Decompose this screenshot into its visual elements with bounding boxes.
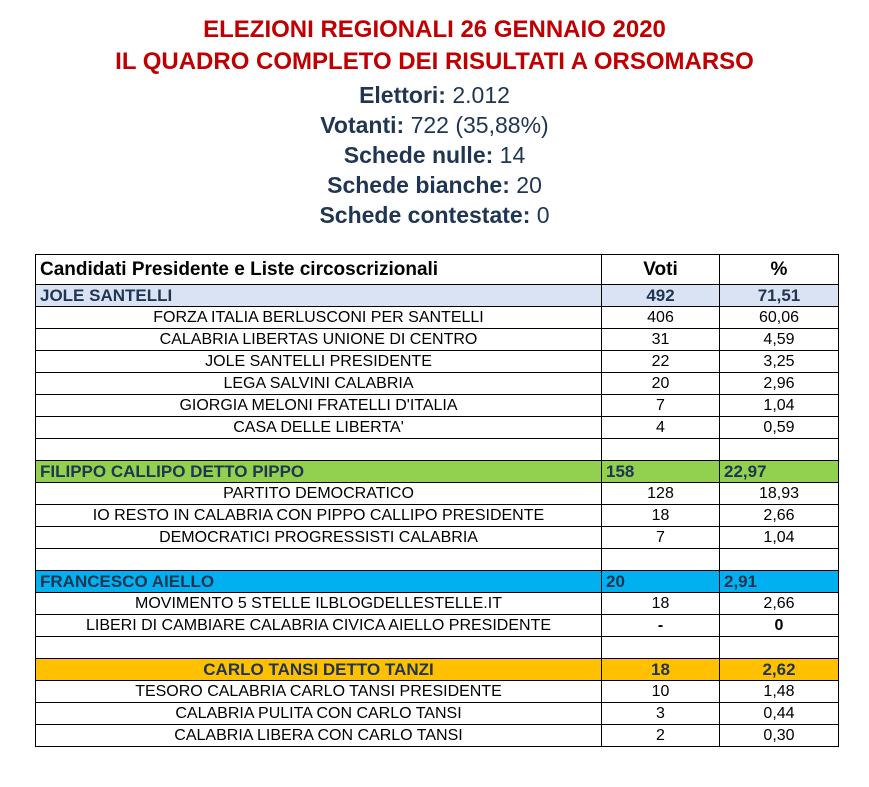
list-name: TESORO CALABRIA CARLO TANSI PRESIDENTE [36,681,602,703]
column-header-voti: Voti [602,255,720,285]
stat-label: Schede contestate: [319,202,531,228]
list-voti: 22 [602,351,720,373]
results-table [35,254,839,747]
list-voti: 18 [602,593,720,615]
stat-schede-bianche [0,170,869,200]
stat-value: 14 [499,142,526,168]
stat-schede-contestate [0,200,869,230]
list-row [36,703,839,725]
list-pct: 0,30 [720,725,839,747]
list-name: FORZA ITALIA BERLUSCONI PER SANTELLI [36,307,602,329]
list-pct: 18,93 [720,483,839,505]
list-voti: 3 [602,703,720,725]
list-row [36,505,839,527]
stat-votanti [0,110,869,140]
candidate-name: FILIPPO CALLIPO DETTO PIPPO [36,461,602,483]
list-name: CALABRIA LIBERA CON CARLO TANSI [36,725,602,747]
stat-value: 0 [536,202,550,228]
list-pct: 3,25 [720,351,839,373]
stat-value: 2.012 [452,82,510,108]
empty-cell [602,439,720,461]
list-voti: 7 [602,527,720,549]
stat-schede-nulle [0,140,869,170]
page-title: ELEZIONI REGIONALI 26 GENNAIO 2020 [203,16,666,43]
list-name: CASA DELLE LIBERTA' [36,417,602,439]
candidate-name: FRANCESCO AIELLO [36,571,602,593]
list-row [36,527,839,549]
candidate-pct: 22,97 [720,461,839,483]
column-header-pct: % [720,255,839,285]
page-subtitle: IL QUADRO COMPLETO DEI RISULTATI A ORSOMARSO [115,48,754,75]
list-name: CALABRIA LIBERTAS UNIONE DI CENTRO [36,329,602,351]
empty-cell [36,439,602,461]
empty-cell [720,549,839,571]
candidate-row-tansi [36,659,839,681]
candidate-row-santelli [36,285,839,307]
candidate-name: CARLO TANSI DETTO TANZI [36,659,602,681]
list-name: JOLE SANTELLI PRESIDENTE [36,351,602,373]
list-voti: 10 [602,681,720,703]
list-row [36,681,839,703]
table-header-row [36,255,839,285]
candidate-pct: 71,51 [720,285,839,307]
list-pct: 1,04 [720,527,839,549]
list-name: PARTITO DEMOCRATICO [36,483,602,505]
list-row [36,483,839,505]
list-pct: 2,66 [720,505,839,527]
candidate-voti: 20 [602,571,720,593]
list-voti: 20 [602,373,720,395]
list-name: DEMOCRATICI PROGRESSISTI CALABRIA [36,527,602,549]
list-name: CALABRIA PULITA CON CARLO TANSI [36,703,602,725]
list-row [36,351,839,373]
stat-label: Schede bianche: [327,172,510,198]
candidate-voti: 492 [602,285,720,307]
stat-value: 20 [516,172,542,198]
list-voti: 128 [602,483,720,505]
stat-label: Schede nulle: [343,142,494,168]
candidate-row-callipo [36,461,839,483]
list-row [36,417,839,439]
list-pct: 0,44 [720,703,839,725]
empty-cell [36,549,602,571]
stat-label: Elettori: [359,82,446,108]
list-name: GIORGIA MELONI FRATELLI D'ITALIA [36,395,602,417]
empty-cell [602,637,720,659]
list-row [36,395,839,417]
stat-elettori [0,80,869,110]
list-pct: 2,66 [720,593,839,615]
empty-cell [720,439,839,461]
list-pct: 1,04 [720,395,839,417]
list-pct: 4,59 [720,329,839,351]
empty-cell [720,637,839,659]
candidate-pct: 2,62 [720,659,839,681]
list-row [36,615,839,637]
list-voti: 4 [602,417,720,439]
list-voti: - [602,615,720,637]
spacer-row [36,439,839,461]
list-voti: 18 [602,505,720,527]
candidate-voti: 18 [602,659,720,681]
list-voti: 7 [602,395,720,417]
list-row [36,307,839,329]
list-row [36,329,839,351]
candidate-name: JOLE SANTELLI [36,285,602,307]
list-name: LEGA SALVINI CALABRIA [36,373,602,395]
list-voti: 31 [602,329,720,351]
list-voti: 2 [602,725,720,747]
candidate-pct: 2,91 [720,571,839,593]
spacer-row [36,637,839,659]
list-pct: 60,06 [720,307,839,329]
empty-cell [602,549,720,571]
list-pct: 0 [720,615,839,637]
list-pct: 0,59 [720,417,839,439]
list-name: LIBERI DI CAMBIARE CALABRIA CIVICA AIELLO PRESIDENTE [36,615,602,637]
stat-value: 722 (35,88%) [410,112,549,138]
list-row [36,725,839,747]
candidate-row-aiello [36,571,839,593]
column-header-name: Candidati Presidente e Liste circoscrizionali [36,255,602,285]
list-pct: 1,48 [720,681,839,703]
candidate-voti: 158 [602,461,720,483]
spacer-row [36,549,839,571]
list-row [36,593,839,615]
list-name: MOVIMENTO 5 STELLE ILBLOGDELLESTELLE.IT [36,593,602,615]
list-pct: 2,96 [720,373,839,395]
list-voti: 406 [602,307,720,329]
stat-label: Votanti: [320,112,405,138]
list-name: IO RESTO IN CALABRIA CON PIPPO CALLIPO PRESIDENTE [36,505,602,527]
empty-cell [36,637,602,659]
list-row [36,373,839,395]
